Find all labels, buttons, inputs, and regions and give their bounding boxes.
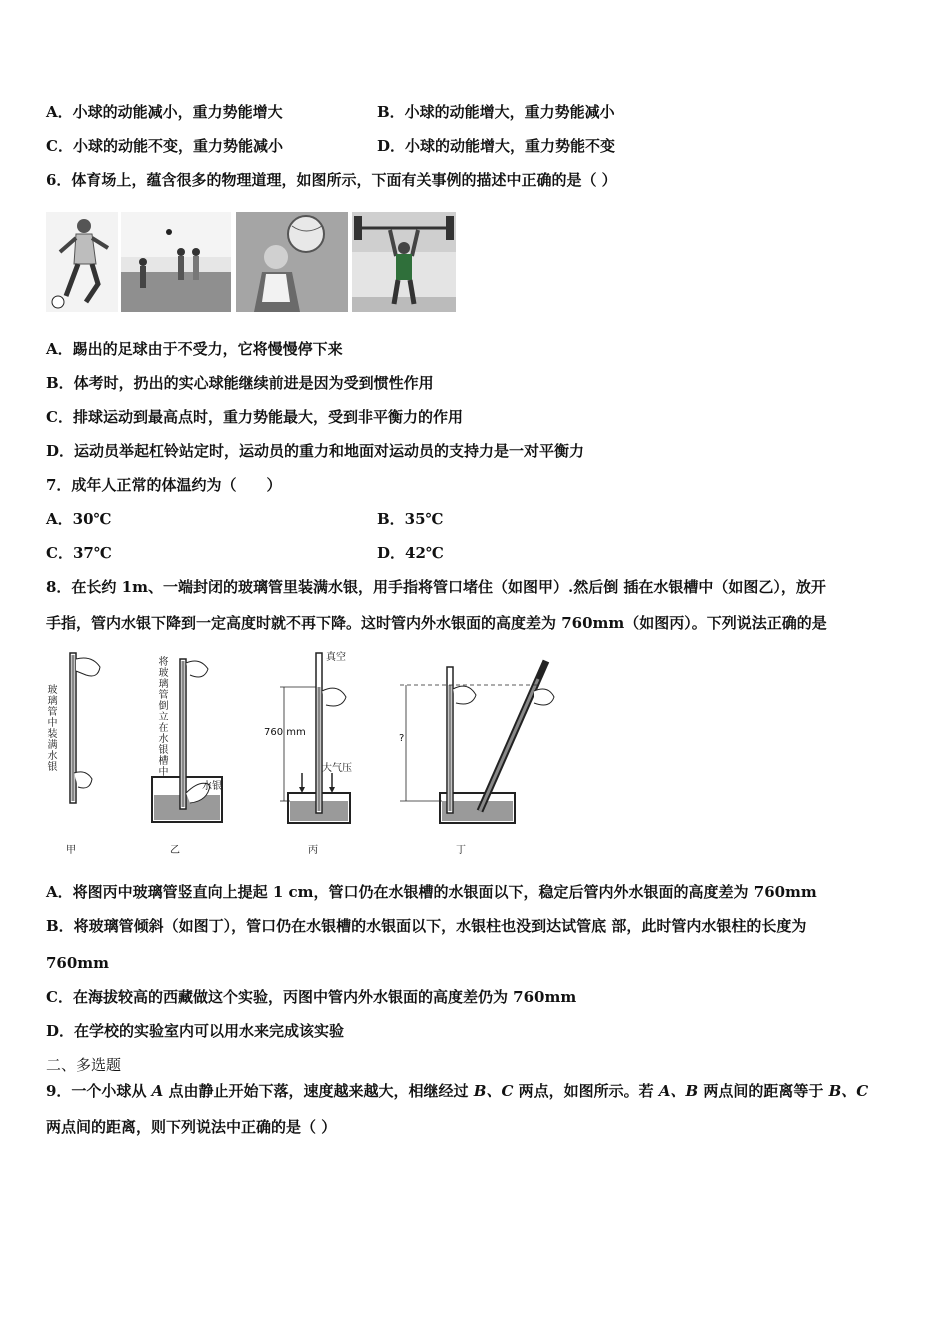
q6-photo-strip: [46, 212, 456, 312]
q6-option-d: D．运动员举起杠铃站定时，运动员的重力和地面对运动员的支持力是一对平衡力: [46, 442, 585, 460]
fig-caption-ding: 丁: [456, 845, 466, 856]
weightlifting-photo: [352, 212, 456, 312]
q8-stem-line1: 8．在长约 1m、一端封闭的玻璃管里装满水银，用手指将管口堵住（如图甲）.然后倒 插在水银槽中（如图乙），放开: [46, 578, 826, 596]
fig-yi-side-label: 将玻璃管倒立在水银槽中: [158, 657, 169, 778]
fig-bing-atm-label: 大气压: [322, 763, 352, 774]
q6-option-a: A．踢出的足球由于不受力，它将慢慢停下来: [46, 340, 343, 358]
q8-stem-line2: 手指，管内水银下降到一定高度时就不再下降。这时管内外水银面的高度差为 760mm（如图丙）。下列说法正确的是: [46, 614, 827, 632]
q5-option-b: B．小球的动能增大，重力势能减小: [377, 103, 615, 121]
q6-option-c: C．排球运动到最高点时，重力势能最大，受到非平衡力的作用: [46, 408, 463, 426]
fig-yi-mercury-label: 水银: [202, 781, 222, 792]
q5-option-c: C．小球的动能不变，重力势能减小: [46, 137, 283, 155]
fig-caption-jia: 甲: [66, 845, 76, 856]
figure-bing: [280, 653, 350, 823]
q9-stem-line1: 9．一个小球从 A 点由静止开始下落，速度越来越大，相继经过 B、C 两点，如图所示。若 A、B 两点间的距离等于 B、C: [46, 1082, 869, 1100]
q9-stem-line2: 两点间的距离，则下列说法中正确的是（ ）: [46, 1118, 337, 1136]
fig-jia-side-label: 玻璃管中装满水银: [47, 685, 58, 773]
q8-option-b-line2: 760mm: [46, 954, 110, 972]
q7-option-b: B．35℃: [377, 510, 444, 528]
q7-stem: 7．成年人正常的体温约为（ ）: [46, 476, 282, 494]
q5-option-a: A．小球的动能减小，重力势能增大: [46, 103, 283, 121]
section-heading-multiple-choice: 二、多选题: [46, 1056, 122, 1074]
fig-ding-question-label: ?: [399, 733, 405, 744]
q7-option-a: A．30℃: [46, 510, 112, 528]
q8-option-c: C．在海拔较高的西藏做这个实验，丙图中管内外水银面的高度差仍为 760mm: [46, 988, 577, 1006]
soccer-photo: [46, 212, 118, 312]
volleyball-photo: [236, 212, 348, 312]
torricelli-figures: [40, 645, 580, 860]
fig-caption-bing: 丙: [308, 845, 318, 856]
q6-stem: 6．体育场上，蕴含很多的物理道理，如图所示，下面有关事例的描述中正确的是（ ）: [46, 171, 617, 189]
q5-option-d: D．小球的动能增大，重力势能不变: [377, 137, 616, 155]
figure-ding: [400, 661, 554, 823]
fig-bing-760mm-label: 760 mm: [264, 727, 306, 738]
fig-bing-vacuum-label: 真空: [326, 652, 346, 663]
q7-option-c: C．37℃: [46, 544, 112, 562]
q8-option-d: D．在学校的实验室内可以用水来完成该实验: [46, 1022, 345, 1040]
q8-option-a: A．将图丙中玻璃管竖直向上提起 1 cm，管口仍在水银槽的水银面以下，稳定后管内外水银面的高度差为 760mm: [46, 883, 817, 901]
q8-option-b-line1: B．将玻璃管倾斜（如图丁），管口仍在水银槽的水银面以下，水银柱也没到达试管底 部，此时管内水银柱的长度为: [46, 917, 807, 935]
q6-option-b: B．体考时，扔出的实心球能继续前进是因为受到惯性作用: [46, 374, 434, 392]
q7-option-d: D．42℃: [377, 544, 444, 562]
figure-jia: [70, 653, 100, 803]
fig-caption-yi: 乙: [170, 845, 180, 856]
shotput-photo: [121, 212, 231, 312]
